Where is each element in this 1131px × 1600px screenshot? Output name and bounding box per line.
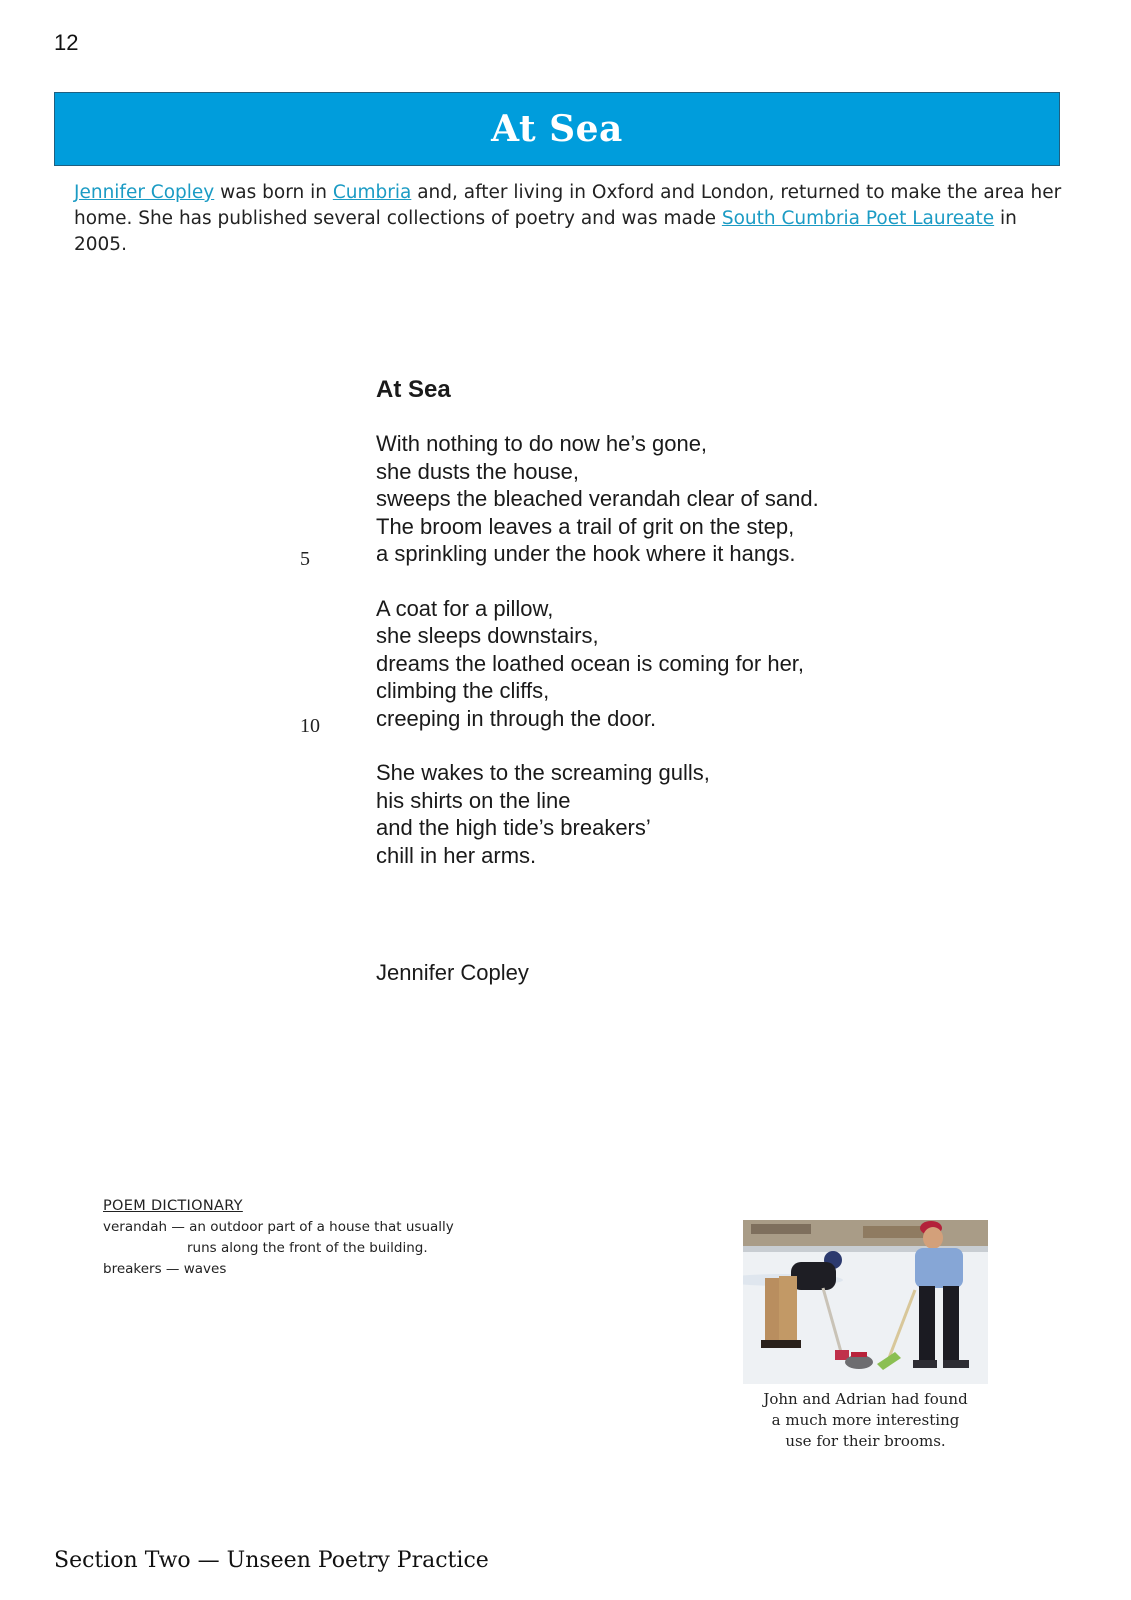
page-title: At Sea	[491, 108, 623, 150]
line-number-10: 10	[300, 715, 320, 737]
stanza-3	[376, 759, 936, 869]
author-intro	[74, 180, 1064, 258]
poem-line: A coat for a pillow,	[376, 595, 554, 621]
dictionary-entry-verandah-cont: runs along the front of the building.	[187, 1240, 428, 1256]
dictionary-entry-verandah: verandah — an outdoor part of a house that usually	[103, 1219, 454, 1235]
poem-title: At Sea	[376, 376, 451, 403]
line-number-5: 5	[300, 548, 310, 570]
intro-text-2: and, after living in Oxford and London, returned to make the area her home. She has published several collections of poetry and was made	[74, 182, 1062, 229]
poem-line: his shirts on the line	[376, 787, 571, 813]
poem-line: The broom leaves a trail of grit on the step,	[376, 513, 795, 539]
caption-line: use for their brooms.	[785, 1432, 946, 1450]
caption-line: John and Adrian had found	[763, 1390, 968, 1408]
poem-dictionary	[103, 1196, 503, 1280]
poem	[376, 376, 936, 896]
page-number: 12	[54, 30, 79, 55]
poet-laureate-link[interactable]: South Cumbria Poet Laureate	[721, 208, 995, 229]
poem-line: a sprinkling under the hook where it hangs.	[376, 541, 796, 566]
photo-caption	[743, 1389, 988, 1452]
poem-line: chill in her arms.	[376, 842, 537, 868]
poem-line: creeping in through the door.	[376, 705, 657, 731]
intro-text-1: was born in	[214, 182, 333, 203]
section-footer: Section Two — Unseen Poetry Practice	[54, 1548, 489, 1573]
poem-line: she dusts the house,	[376, 458, 580, 484]
poem-line: sweeps the bleached verandah clear of sand.	[376, 486, 819, 511]
stanza-1	[376, 430, 936, 568]
curling-illustration	[743, 1220, 988, 1384]
cumbria-link[interactable]: Cumbria	[332, 182, 412, 203]
title-banner	[54, 92, 1060, 166]
poem-line: climbing the cliffs,	[376, 678, 550, 703]
curling-photo	[743, 1220, 988, 1384]
caption-line: a much more interesting	[771, 1411, 960, 1429]
author-link[interactable]: Jennifer Copley	[74, 182, 215, 203]
poem-line: she sleeps downstairs,	[376, 623, 599, 648]
poem-line: and the high tide’s breakers’	[376, 815, 651, 840]
intro-text-3: in 2005.	[74, 208, 1017, 255]
poem-line: She wakes to the screaming gulls,	[376, 760, 710, 785]
dictionary-entry-breakers: breakers — waves	[103, 1261, 227, 1277]
stanza-2	[376, 595, 936, 733]
poem-author: Jennifer Copley	[376, 960, 529, 985]
poem-line: dreams the loathed ocean is coming for her,	[376, 650, 805, 676]
dictionary-heading: POEM DICTIONARY	[103, 1198, 243, 1214]
poem-line: With nothing to do now he’s gone,	[376, 431, 708, 456]
